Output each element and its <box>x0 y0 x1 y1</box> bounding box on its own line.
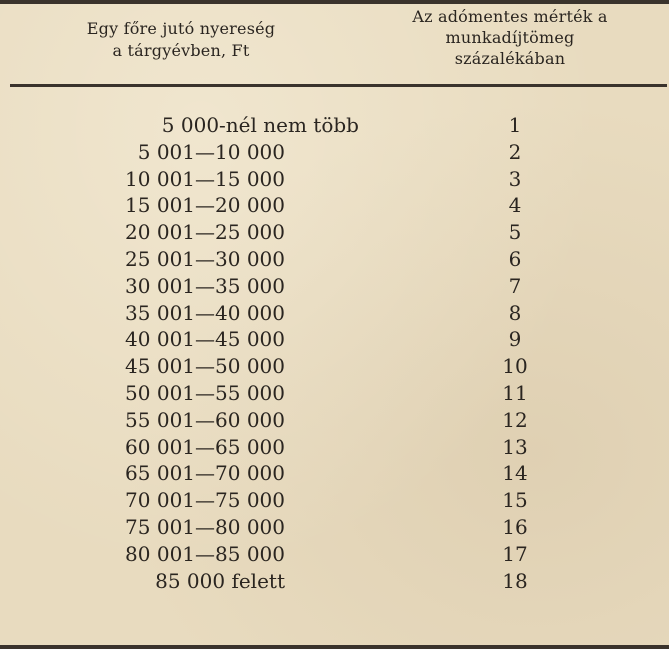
profit-range-cell: 40 001—45 000 <box>125 327 285 352</box>
table-row <box>0 487 669 514</box>
profit-range-cell: 85 000 felett <box>155 568 285 593</box>
header-profit-per-person <box>25 18 337 62</box>
table-row <box>0 192 669 219</box>
percent-cell: 4 <box>508 193 522 218</box>
percent-cell: 18 <box>502 568 528 593</box>
percent-cell: 7 <box>508 273 522 298</box>
bottom-rule <box>0 645 669 649</box>
percent-cell: 12 <box>502 407 528 432</box>
profit-range-cell: 5 000-nél nem több <box>161 113 359 137</box>
profit-range-cell: 10 001—15 000 <box>125 166 285 191</box>
table-row <box>0 112 669 139</box>
percent-cell: 1 <box>508 113 522 137</box>
table-row <box>0 353 669 380</box>
percent-cell: 9 <box>508 327 522 352</box>
percent-cell: 5 <box>508 220 522 245</box>
table-body <box>0 112 669 594</box>
table-row <box>0 300 669 327</box>
table-row <box>0 460 669 487</box>
table-row <box>0 380 669 407</box>
header-right-line: százalékában <box>454 49 566 68</box>
profit-range-cell: 60 001—65 000 <box>125 434 285 459</box>
profit-range-cell: 70 001—75 000 <box>125 488 285 513</box>
profit-range-cell: 15 001—20 000 <box>125 193 285 218</box>
table-row <box>0 434 669 461</box>
profit-range-cell: 80 001—85 000 <box>125 541 285 566</box>
table-row <box>0 541 669 568</box>
profit-range-cell: 45 001—50 000 <box>125 354 285 379</box>
table-row <box>0 219 669 246</box>
percent-cell: 2 <box>508 139 522 164</box>
profit-range-cell: 25 001—30 000 <box>125 246 285 271</box>
profit-range-cell: 65 001—70 000 <box>125 461 285 486</box>
table-row <box>0 326 669 353</box>
percent-cell: 17 <box>502 541 528 566</box>
profit-range-cell: 35 001—40 000 <box>125 300 285 325</box>
profit-range-cell: 75 001—80 000 <box>125 514 285 539</box>
percent-cell: 11 <box>502 380 528 405</box>
table-row <box>0 273 669 300</box>
percent-cell: 6 <box>508 246 522 271</box>
table-row <box>0 568 669 595</box>
header-left-line: a tárgyévben, Ft <box>112 41 250 60</box>
header-right-line: Az adómentes mérték a <box>412 7 608 26</box>
percent-cell: 16 <box>502 514 528 539</box>
header-rule <box>10 84 667 87</box>
header-left-line: Egy főre jutó nyereség <box>86 19 276 38</box>
profit-range-cell: 50 001—55 000 <box>125 380 285 405</box>
percent-cell: 14 <box>502 461 528 486</box>
percent-cell: 13 <box>502 434 528 459</box>
percent-cell: 8 <box>508 300 522 325</box>
table-row <box>0 139 669 166</box>
table-row <box>0 514 669 541</box>
profit-range-cell: 55 001—60 000 <box>125 407 285 432</box>
percent-cell: 15 <box>502 488 528 513</box>
percent-cell: 10 <box>502 354 528 379</box>
table-row <box>0 166 669 193</box>
header-right-line: munkadíjtömeg <box>445 28 575 47</box>
top-rule <box>0 0 669 4</box>
percent-cell: 3 <box>508 166 522 191</box>
table-row <box>0 407 669 434</box>
table-row <box>0 246 669 273</box>
profit-range-cell: 20 001—25 000 <box>125 220 285 245</box>
profit-range-cell: 5 001—10 000 <box>137 139 285 164</box>
header-tax-free-percent <box>360 6 660 69</box>
profit-range-cell: 30 001—35 000 <box>125 273 285 298</box>
